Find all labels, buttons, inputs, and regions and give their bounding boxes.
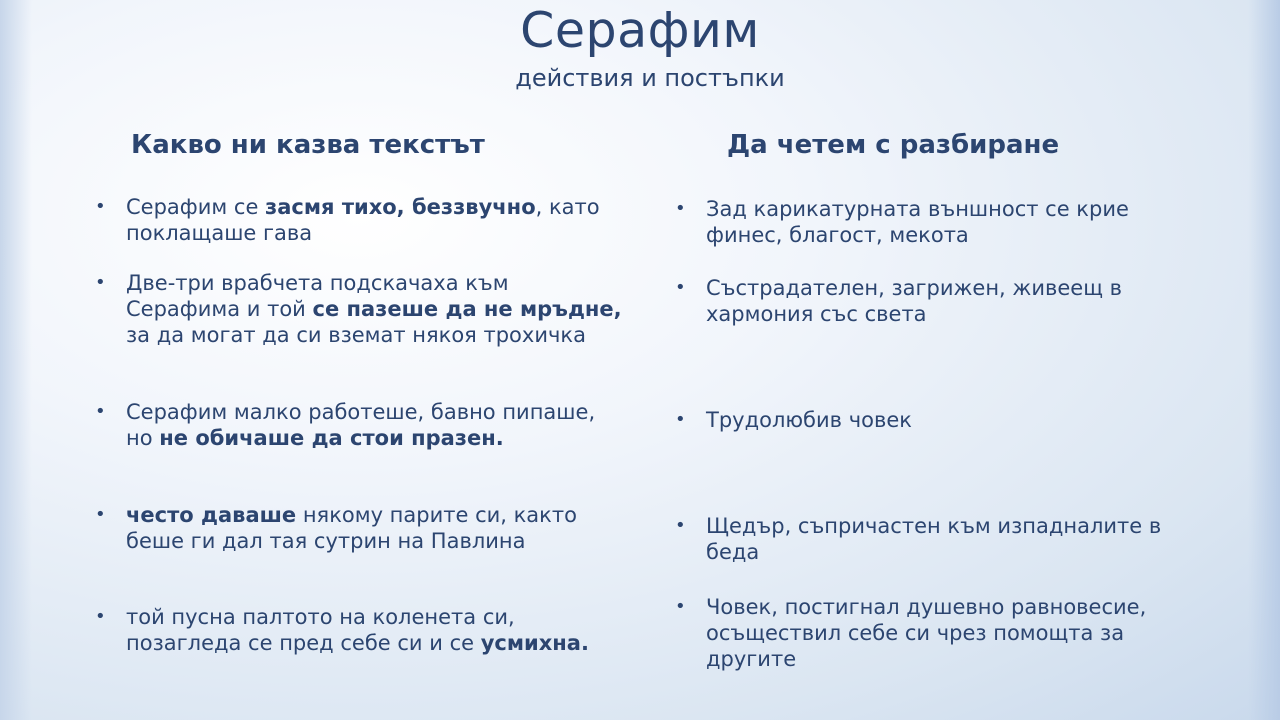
- right-bullet-5: [675, 594, 1206, 672]
- bullet-text-bold: усмихна.: [480, 631, 589, 655]
- bullet-text: , като поклащаше гава: [126, 195, 600, 245]
- left-bullet-4: [95, 502, 626, 554]
- right-bullet-2: [675, 275, 1206, 327]
- slide-left-edge: [0, 0, 32, 720]
- bullet-icon: •: [675, 515, 686, 536]
- bullet-text: Човек, постигнал душевно равновесие, осъществил себе си чрез помощта за другите: [706, 595, 1147, 671]
- bullet-text-bold: често даваше: [126, 503, 297, 527]
- bullet-text: за да могат да си вземат някоя трохичка: [126, 323, 586, 347]
- right-column-heading: Да четем с разбиране: [727, 130, 1060, 160]
- bullet-text-bold: не обичаше да стои празен.: [159, 426, 504, 450]
- left-bullet-2: [95, 270, 626, 348]
- bullet-text-bold: засмя тихо, беззвучно: [265, 195, 536, 219]
- bullet-text: Щедър, съпричастен към изпадналите в беда: [706, 514, 1162, 564]
- bullet-icon: •: [675, 198, 686, 219]
- slide-right-edge: [1248, 0, 1280, 720]
- bullet-text: Серафим се: [126, 195, 266, 219]
- bullet-icon: •: [675, 596, 686, 617]
- left-bullet-1: [95, 194, 626, 246]
- bullet-text: той пусна палтото на коленета си, позагледа се пред себе си и се: [126, 605, 515, 655]
- bullet-icon: •: [675, 409, 686, 430]
- bullet-text: Зад карикатурната външност се крие финес, благост, мекота: [706, 197, 1129, 247]
- left-bullet-3: [95, 399, 626, 451]
- left-column-heading: Какво ни казва текстът: [131, 130, 485, 160]
- right-bullet-3: [675, 407, 1206, 433]
- right-bullet-1: [675, 196, 1206, 248]
- bullet-icon: •: [675, 277, 686, 298]
- bullet-text: Серафим малко работеше, бавно пипаше, но: [126, 400, 596, 450]
- slide-title: Серафим: [520, 2, 760, 59]
- slide-subtitle: действия и постъпки: [515, 64, 785, 92]
- left-bullet-5: [95, 604, 626, 656]
- bullet-text: Две-три врабчета подскачаха към Серафима и той: [126, 271, 509, 321]
- bullet-icon: •: [95, 272, 106, 293]
- bullet-icon: •: [95, 504, 106, 525]
- bullet-icon: •: [95, 606, 106, 627]
- right-bullet-4: [675, 513, 1206, 565]
- bullet-text: Трудолюбив човек: [706, 408, 912, 432]
- bullet-text-bold: се пазеше да не мръдне,: [312, 297, 622, 321]
- bullet-text: някому парите си, както беше ги дал тая сутрин на Павлина: [126, 503, 577, 553]
- bullet-icon: •: [95, 401, 106, 422]
- bullet-text: Състрадателен, загрижен, живеещ в хармония със света: [706, 276, 1123, 326]
- bullet-icon: •: [95, 196, 106, 217]
